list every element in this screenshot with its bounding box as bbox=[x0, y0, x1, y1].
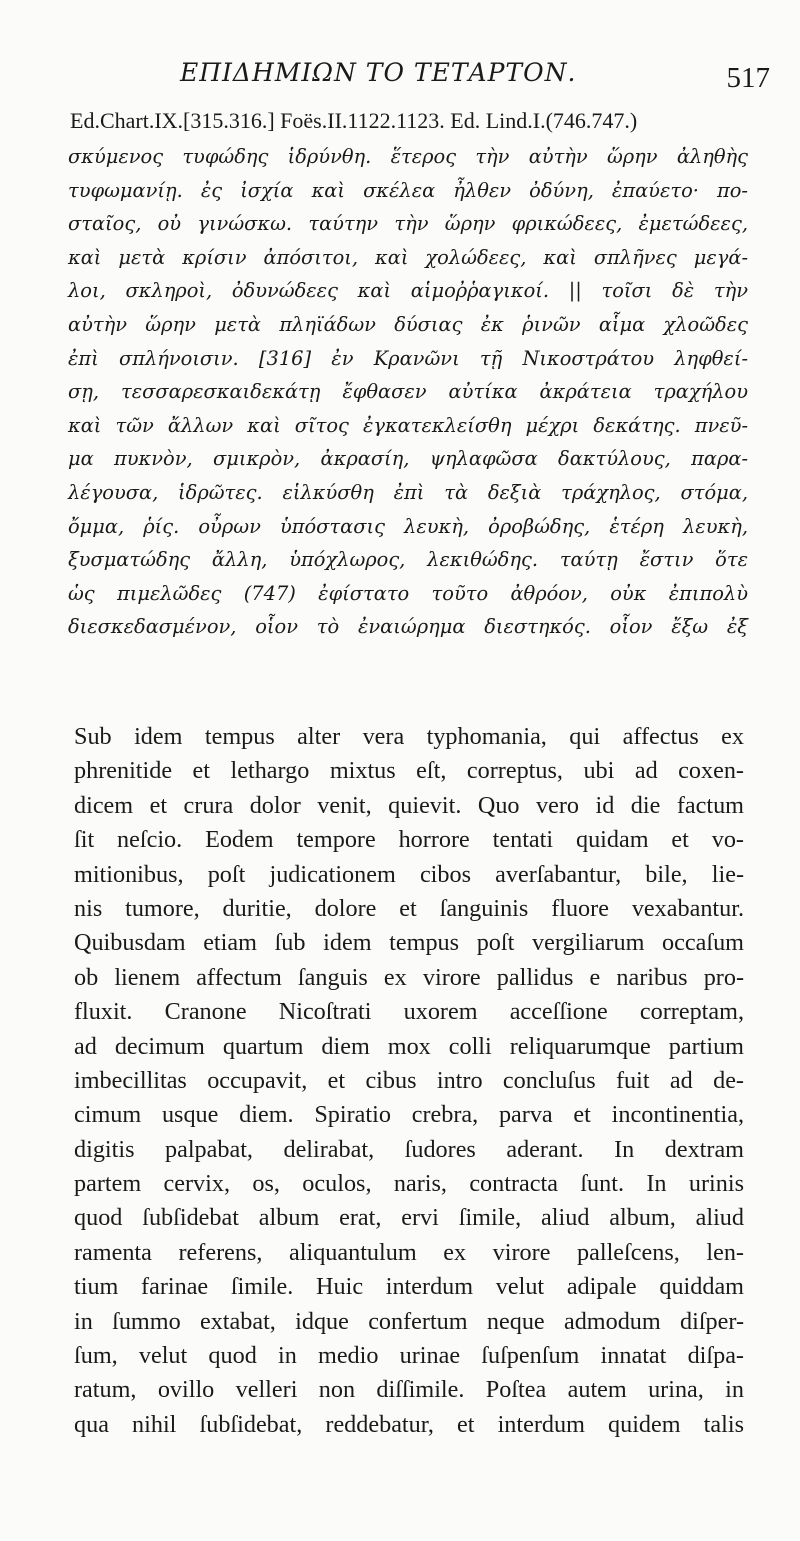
greek-line: λοι, σκληροὶ, ὀδυνώδεες καὶ αἱμοῤῥαγικοί. || τοῖσι δὲ τὴν bbox=[68, 279, 748, 303]
latin-line: phrenitide et lethargo mixtus eſt, correptus, ubi ad coxen- bbox=[74, 757, 744, 785]
running-head bbox=[70, 58, 770, 98]
edition-references: Ed.Chart.IX.[315.316.] Foës.II.1122.1123. Ed. Lind.I.(746.747.) bbox=[70, 108, 638, 133]
greek-line: ἐπὶ σπλήνοισιν. [316] ἐν Κρανῶνι τῇ Νικοστράτου ληφθεί- bbox=[68, 346, 748, 370]
latin-line: ſum, velut quod in medio urinae ſuſpenſum innatat diſpa- bbox=[74, 1342, 744, 1370]
greek-line: σκύμενος τυφώδης ἱδρύνθη. ἕτερος τὴν αὐτὴν ὥρην ἀληθὴς bbox=[68, 145, 748, 168]
greek-text-block bbox=[68, 140, 748, 644]
greek-line: σταῖος, οὐ γινώσκω. ταύτην τὴν ὥρην φρικώδεες, ἐμετώδεες, bbox=[68, 212, 748, 236]
latin-line: digitis palpabat, delirabat, ſudores aderant. In dextram bbox=[74, 1135, 744, 1163]
latin-line: mitionibus, poſt judicationem cibos averſabantur, bile, lie- bbox=[74, 860, 744, 888]
latin-line: fluxit. Cranone Nicoſtrati uxorem acceſſione correptam, bbox=[74, 998, 744, 1026]
greek-line: ξυσματώδης ἄλλη, ὑπόχλωρος, λεκιθώδης. ταύτῃ ἔστιν ὅτε bbox=[68, 548, 748, 572]
latin-line: ſit neſcio. Eodem tempore horrore tentati quidam et vo- bbox=[74, 826, 744, 854]
greek-line: αὐτὴν ὥρην μετὰ πληϊάδων δύσιας ἐκ ῥινῶν αἷμα χλοῶδες bbox=[68, 312, 748, 336]
latin-line: imbecillitas occupavit, et cibus intro concluſus fuit ad de- bbox=[74, 1066, 744, 1094]
latin-line: ad decimum quartum diem mox colli reliquarumque partium bbox=[74, 1032, 744, 1060]
greek-line: τυφωμανίῃ. ἐς ἰσχία καὶ σκέλεα ἦλθεν ὀδύνη, ἐπαύετο· πο- bbox=[68, 178, 748, 202]
greek-line: σῃ, τεσσαρεσκαιδεκάτῃ ἔφθασεν αὐτίκα ἀκράτεια τραχήλου bbox=[68, 380, 748, 404]
greek-line: καὶ τῶν ἄλλων καὶ σῖτος ἐγκατεκλείσθη μέχρι δεκάτης. πνεῦ- bbox=[68, 413, 748, 437]
latin-translation-block bbox=[74, 720, 744, 1442]
greek-line: λέγουσα, ἱδρῶτες. εἱλκύσθη ἐπὶ τὰ δεξιὰ τράχηλος, στόμα, bbox=[68, 480, 748, 504]
latin-line: quod ſubſidebat album erat, ervi ſimile, aliud album, aliud bbox=[74, 1204, 744, 1232]
latin-line: ob lienem affectum ſanguis ex virore pallidus e naribus pro- bbox=[74, 963, 744, 991]
latin-line: ratum, ovillo velleri non diſſimile. Poſtea autem urina, in bbox=[74, 1376, 744, 1404]
latin-line: nis tumore, duritie, dolore et ſanguinis fluore vexabantur. bbox=[74, 894, 744, 922]
latin-line: Sub idem tempus alter vera typhomania, qui affectus ex bbox=[74, 723, 744, 750]
running-title: ΕΠΙΔΗΜΙΩΝ ΤΟ ΤΕΤΑΡΤΟΝ. bbox=[180, 58, 577, 87]
page-number: 517 bbox=[726, 62, 770, 94]
latin-line: dicem et crura dolor venit, quievit. Quo vero id die factum bbox=[74, 791, 744, 819]
latin-line: tium farinae ſimile. Huic interdum velut adipale quiddam bbox=[74, 1273, 744, 1301]
latin-line: cimum usque diem. Spiratio crebra, parva et incontinentia, bbox=[74, 1101, 744, 1129]
greek-line: ὄμμα, ῥίς. οὖρων ὑπόστασις λευκὴ, ὀροβώδης, ἑτέρη λευκὴ, bbox=[68, 514, 748, 538]
latin-line: in ſummo extabat, idque confertum neque admodum diſper- bbox=[74, 1307, 744, 1335]
greek-line: διεσκεδασμένον, οἷον τὸ ἐναιώρημα διεστηκός. οἷον ἔξω ἐξ bbox=[68, 615, 748, 639]
latin-line: partem cervix, os, oculos, naris, contracta ſunt. In urinis bbox=[74, 1170, 744, 1198]
greek-line: ὡς πιμελῶδες (747) ἐφίστατο τοῦτο ἀθρόον, οὐκ ἐπιπολὺ bbox=[68, 581, 748, 605]
greek-line: καὶ μετὰ κρίσιν ἀπόσιτοι, καὶ χολώδεες, καὶ σπλῆνες μεγά- bbox=[68, 245, 748, 269]
greek-line: μα πυκνὸν, σμικρὸν, ἀκρασίη, ψηλαφῶσα δακτύλους, παρα- bbox=[68, 447, 748, 471]
latin-line: ramenta referens, aliquantulum ex virore palleſcens, len- bbox=[74, 1238, 744, 1266]
latin-line: Quibusdam etiam ſub idem tempus poſt vergiliarum occaſum bbox=[74, 929, 744, 957]
latin-line: qua nihil ſubſidebat, reddebatur, et interdum quidem talis bbox=[74, 1410, 744, 1438]
